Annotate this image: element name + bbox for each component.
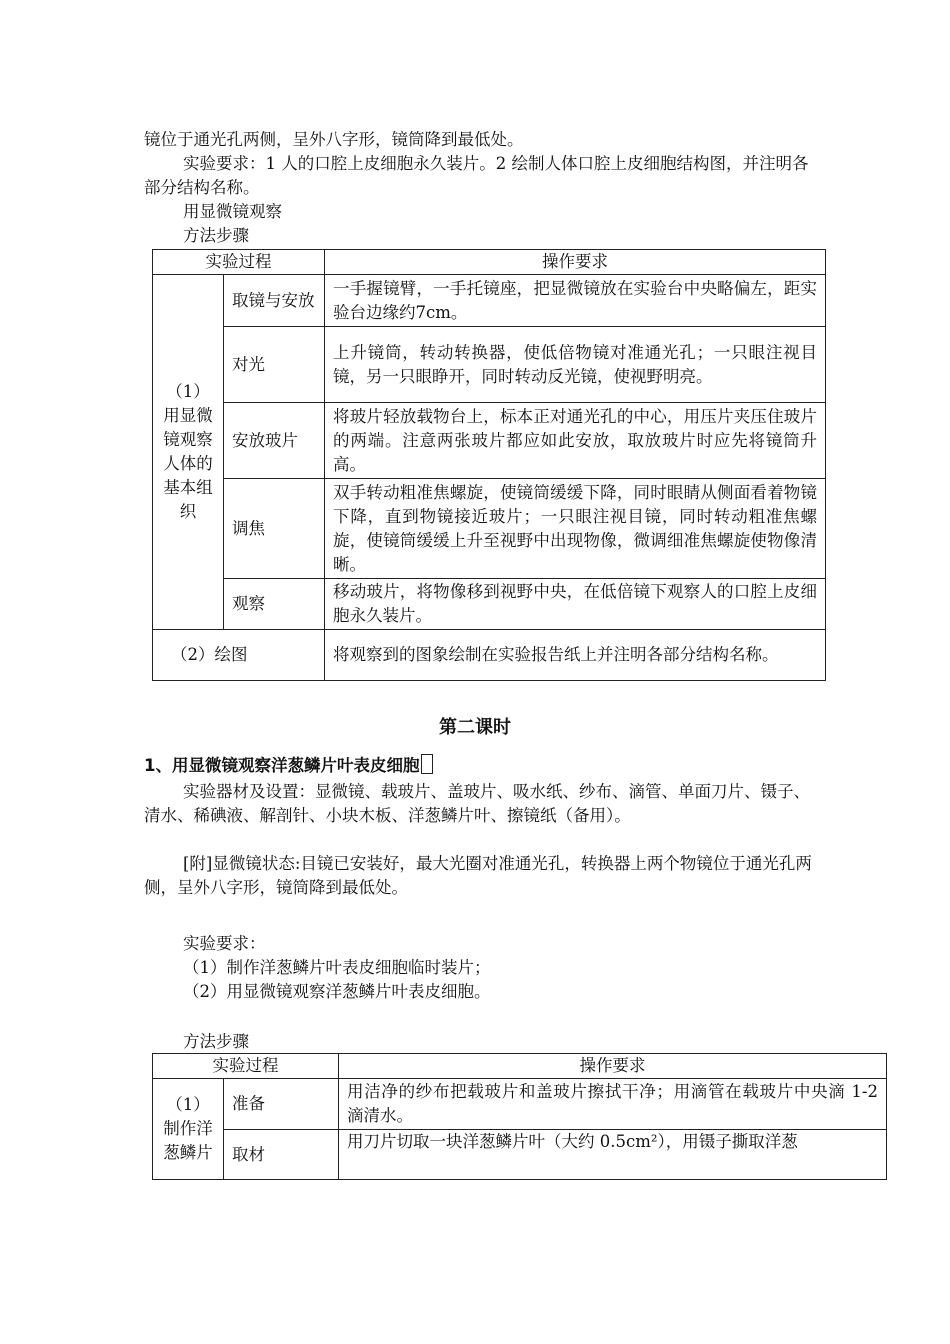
group-label-make-slide: （1）制作洋葱鳞片 xyxy=(153,1079,224,1180)
paragraph-microscope-note: [附]显微镜状态:目镜已安装好，最大光圈对准通光孔，转换器上两个物镜位于通光孔两侧，呈外八字形，镜筒降到最低处。 xyxy=(144,854,812,897)
text-observe-heading: 用显微镜观察 xyxy=(183,202,282,221)
text-requirement-2: （2）用显微镜观察洋葱鳞片叶表皮细胞。 xyxy=(183,982,491,1001)
step-op: 将玻片轻放载物台上，标本正对通光孔的中心，用压片夹压住玻片的两端。注意两张玻片都应如此安放，取放玻片时应先将镜筒升高。 xyxy=(325,403,826,479)
step-label: 调焦 xyxy=(224,479,325,579)
header-ops: 操作要求 xyxy=(325,250,826,275)
step-label: 对光 xyxy=(224,327,325,403)
step-op: 移动玻片，将物像移到视野中央，在低倍镜下观察人的口腔上皮细胞永久装片。 xyxy=(325,579,826,630)
step-op: 将观察到的图象绘制在实验报告纸上并注明各部分结构名称。 xyxy=(325,630,826,681)
text-requirement-1: （1）制作洋葱鳞片叶表皮细胞临时装片； xyxy=(183,958,491,977)
step-op: 一手握镜臂，一手托镜座，把显微镜放在实验台中央略偏左，距实验台边缘约7cm。 xyxy=(325,275,826,327)
step-label: 取镜与安放 xyxy=(224,275,325,327)
lesson-title: 第二课时 xyxy=(439,717,511,738)
section-heading: 1、用显微镜观察洋葱鳞片叶表皮细胞 xyxy=(144,754,433,778)
text-method-steps-2: 方法步骤 xyxy=(183,1032,249,1051)
step-label: 安放玻片 xyxy=(224,403,325,479)
text-requirements-title: 实验要求： xyxy=(183,934,266,953)
step-op: 用刀片切取一块洋葱鳞片叶（大约 0.5cm²），用镊子撕取洋葱 xyxy=(339,1130,887,1180)
step-label: 取材 xyxy=(224,1130,339,1180)
group-label-drawing: （2）绘图 xyxy=(153,630,325,681)
step-op: 用洁净的纱布把载玻片和盖玻片擦拭干净；用滴管在载玻片中央滴 1-2 滴清水。 xyxy=(339,1079,887,1130)
placeholder-box-icon xyxy=(421,754,433,774)
paragraph-experiment-requirements: 实验要求：1 人的口腔上皮细胞永久装片。2 绘制人体口腔上皮细胞结构图，并注明各部分结构名称。 xyxy=(144,154,809,197)
step-op: 上升镜筒，转动转换器，使低倍物镜对准通光孔；一只眼注视目镜，另一只眼睁开，同时转动反光镜，使视野明亮。 xyxy=(325,327,826,403)
procedure-table-2 xyxy=(152,1053,887,1180)
step-label: 观察 xyxy=(224,579,325,630)
step-op: 双手转动粗准焦螺旋，使镜筒缓缓下降，同时眼睛从侧面看着物镜下降，直到物镜接近玻片；一只眼注视目镜，同时转动粗准焦螺旋，使镜筒缓缓上升至视野中出现物像，微调细准焦螺旋使物像清晰。 xyxy=(325,479,826,579)
header-ops: 操作要求 xyxy=(339,1054,887,1079)
text-method-steps: 方法步骤 xyxy=(183,226,249,245)
procedure-table-1 xyxy=(152,249,826,681)
header-process: 实验过程 xyxy=(153,1054,339,1079)
group-label-observe-tissue: （1）用显微镜观察人体的基本组织 xyxy=(153,275,224,630)
paragraph-microscope-state-end: 镜位于通光孔两侧，呈外八字形，镜筒降到最低处。 xyxy=(144,130,524,149)
paragraph-materials: 实验器材及设置：显微镜、载玻片、盖玻片、吸水纸、纱布、滴管、单面刀片、镊子、清水、稀碘液、解剖针、小块木板、洋葱鳞片叶、擦镜纸（备用）。 xyxy=(144,782,810,825)
step-label: 准备 xyxy=(224,1079,339,1130)
header-process: 实验过程 xyxy=(153,250,325,275)
